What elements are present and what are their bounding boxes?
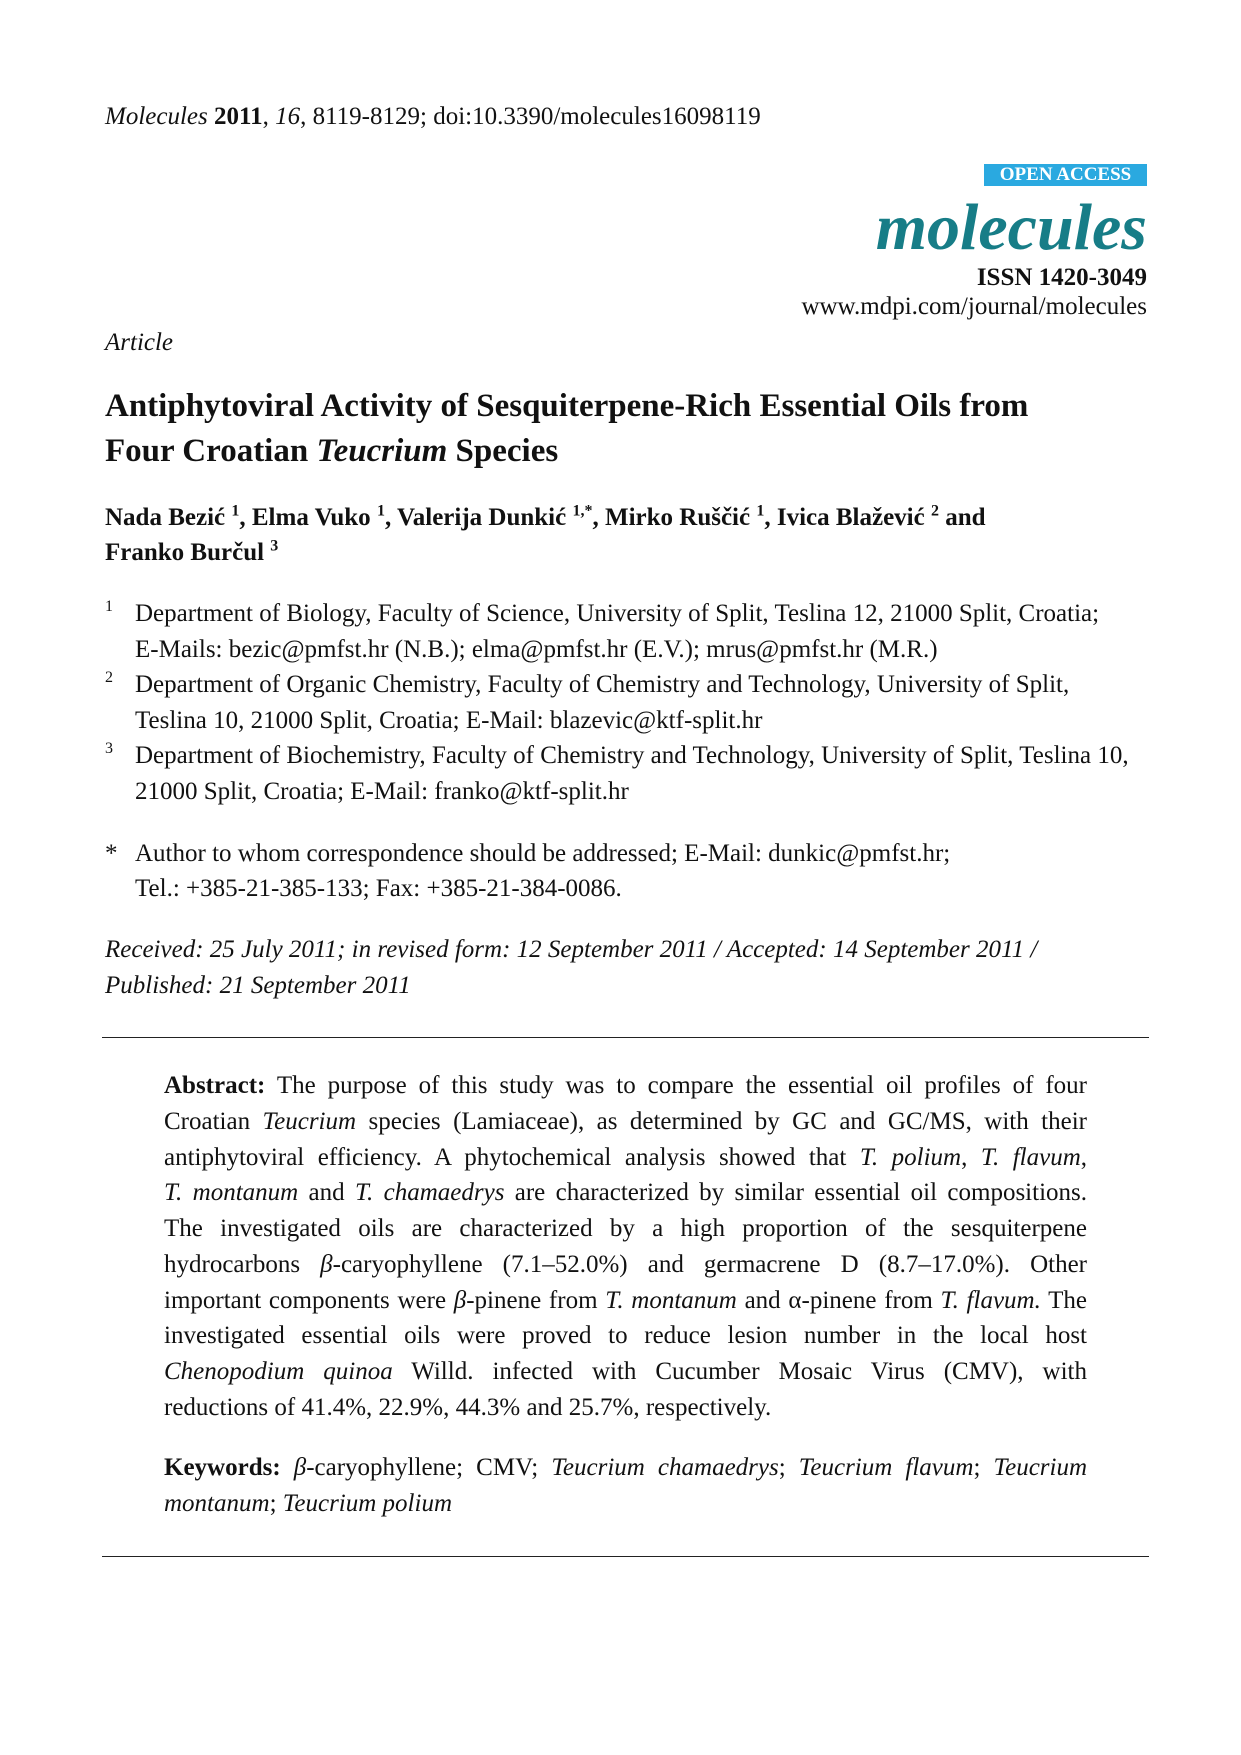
text-run: Species	[447, 433, 559, 469]
text-run: ;	[778, 1454, 799, 1481]
affiliation-line: Teslina 10, 21000 Split, Croatia; E-Mail: blazevic@ktf-split.hr	[135, 706, 763, 734]
abstract-line	[164, 1318, 1087, 1354]
text-run: investigated essential oils were proved to reduce lesion number in the local host	[164, 1322, 1087, 1350]
text-run: 16	[275, 103, 301, 130]
text-run: -caryophyllene (7.1–52.0%) and germacrene D (8.7–17.0%). Other	[332, 1250, 1087, 1278]
abstract-line	[164, 1390, 1087, 1426]
journal-logo: molecules	[875, 191, 1147, 264]
superscript-marker: 3	[270, 537, 279, 555]
author-line	[105, 500, 986, 535]
text-run	[281, 1454, 294, 1481]
abstract-line	[164, 1283, 1087, 1319]
text-run: Teucrium	[993, 1454, 1088, 1481]
affiliation-line: 21000 Split, Croatia; E-Mail: franko@ktf-split.hr	[135, 777, 629, 805]
text-run: reductions of 41.4%, 22.9%, 44.3% and 25.7%, respectively.	[164, 1393, 772, 1421]
text-run: T. polium	[859, 1143, 962, 1171]
text-run: Croatian	[164, 1107, 263, 1135]
text-run: Teucrium flavum	[798, 1454, 974, 1481]
text-run: The investigated oils are characterized by a high proportion of the sesquiterpene	[164, 1215, 1087, 1242]
text-run: T. flavum.	[940, 1286, 1041, 1314]
text-run: Four Croatian	[105, 433, 317, 469]
text-run: ,	[961, 1143, 981, 1171]
text-run: and α-pinene from	[736, 1286, 941, 1314]
superscript-marker: 2	[930, 502, 939, 520]
superscript-marker: 1,*	[572, 502, 593, 520]
correspondence-note	[0, 836, 1241, 906]
text-run: , Mirko Ruščić	[592, 504, 757, 531]
text-run: antiphytoviral efficiency. A phytochemical analysis showed that	[164, 1143, 860, 1171]
text-run: 2011	[213, 103, 263, 130]
section-divider-bottom	[102, 1556, 1149, 1557]
affiliation-line: Department of Biology, Faculty of Science, University of Split, Teslina 12, 21000 Split, Croatia;	[135, 600, 1100, 627]
author-list	[105, 500, 986, 570]
title-line	[105, 429, 1028, 474]
keywords-line	[164, 1450, 1087, 1486]
affiliation-marker: 3	[105, 740, 113, 757]
text-run: species (Lamiaceae), as determined by GC and GC/MS, with their	[356, 1107, 1087, 1135]
affiliation-marker: 2	[105, 669, 113, 686]
text-run: Teucrium polium	[282, 1490, 452, 1517]
abstract-line	[164, 1068, 1087, 1104]
abstract-line	[164, 1140, 1087, 1176]
affiliation-item	[0, 667, 1241, 738]
text-run: and	[298, 1179, 355, 1207]
text-run: Chenopodium quinoa	[164, 1358, 393, 1385]
text-run: The purpose of this study was to compare the essential oil profiles of four	[265, 1072, 1087, 1099]
affiliation-list	[0, 596, 1241, 809]
keywords-line	[164, 1486, 1087, 1522]
text-run: Nada Bezić	[105, 504, 232, 531]
text-run: T. montanum	[605, 1286, 737, 1314]
dates-line: Published: 21 September 2011	[105, 972, 411, 999]
superscript-marker: 1	[756, 502, 765, 520]
text-run: The	[1040, 1286, 1088, 1314]
affiliation-line: Department of Organic Chemistry, Faculty of Chemistry and Technology, University of Split,	[135, 671, 1070, 698]
author-line	[105, 535, 986, 570]
text-run: -pinene from	[466, 1286, 606, 1314]
text-run: ,	[262, 103, 276, 130]
text-run: Teucrium	[262, 1107, 357, 1135]
text-run: β	[293, 1454, 307, 1481]
keywords-block	[164, 1450, 1087, 1522]
text-run: Willd. infected with Cucumber Mosaic Virus (CMV), with	[392, 1358, 1087, 1385]
text-run: hydrocarbons	[164, 1250, 321, 1278]
abstract-block	[164, 1068, 1087, 1426]
abstract-line	[164, 1175, 1087, 1211]
text-run: Antiphytoviral Activity of Sesquiterpene-Rich Essential Oils from	[105, 388, 1029, 424]
text-run: , Ivica Blažević	[764, 504, 931, 531]
text-run: , Elma Vuko	[239, 504, 377, 531]
open-access-badge: OPEN ACCESS	[984, 164, 1147, 186]
abstract-line	[164, 1211, 1087, 1247]
correspondence-marker: *	[105, 840, 118, 867]
affiliation-marker: 1	[105, 598, 113, 615]
text-run: T. flavum	[980, 1143, 1081, 1171]
text-run: β	[453, 1286, 467, 1314]
text-run: important components were	[164, 1286, 454, 1314]
text-run: and	[938, 504, 986, 531]
abstract-line	[164, 1104, 1087, 1140]
text-run: , Valerija Dunkić	[384, 504, 573, 531]
correspondence-line: Tel.: +385-21-385-133; Fax: +385-21-384-0086.	[135, 875, 622, 902]
dates-line: Received: 25 July 2011; in revised form: 12 September 2011 / Accepted: 14 September 2011 /	[105, 936, 1038, 963]
text-run: Franko Burčul	[105, 539, 271, 566]
text-run: -caryophyllene; CMV;	[306, 1454, 552, 1481]
text-run: Teucrium chamaedrys	[551, 1454, 779, 1481]
text-run: ;	[269, 1490, 283, 1517]
text-run: montanum	[164, 1490, 270, 1517]
title-line	[105, 384, 1028, 429]
text-run: ,	[1080, 1143, 1087, 1171]
text-run: ;	[973, 1454, 994, 1481]
citation-line	[105, 103, 761, 131]
text-run: T. montanum	[164, 1179, 299, 1207]
text-run: Abstract:	[164, 1072, 266, 1099]
text-run: Teucrium	[316, 433, 448, 469]
superscript-marker: 1	[376, 502, 385, 520]
abstract-line	[164, 1354, 1087, 1390]
article-title	[105, 384, 1028, 474]
affiliation-item	[0, 738, 1241, 809]
publication-dates	[105, 932, 1037, 1004]
affiliation-line: E-Mails: bezic@pmfst.hr (N.B.); elma@pmfst.hr (E.V.); mrus@pmfst.hr (M.R.)	[135, 635, 938, 663]
correspondence-line: Author to whom correspondence should be addressed; E-Mail: dunkic@pmfst.hr;	[135, 840, 951, 867]
text-run: T. chamaedrys	[354, 1179, 505, 1207]
affiliation-item	[0, 596, 1241, 667]
text-run: Keywords:	[164, 1454, 281, 1481]
issn-line: ISSN 1420-3049	[976, 264, 1147, 291]
text-run: , 8119-8129; doi:10.3390/molecules16098119	[300, 103, 761, 130]
section-divider-top	[102, 1037, 1149, 1038]
text-run: β	[320, 1250, 333, 1278]
text-run: Molecules	[105, 103, 208, 130]
journal-url: www.mdpi.com/journal/molecules	[801, 293, 1147, 320]
text-run: are characterized by similar essential oil compositions.	[504, 1179, 1087, 1207]
abstract-line	[164, 1247, 1087, 1283]
affiliation-line: Department of Biochemistry, Faculty of Chemistry and Technology, University of Split, Teslina 10,	[135, 742, 1129, 769]
superscript-marker: 1	[231, 502, 240, 520]
article-type-label: Article	[105, 329, 174, 356]
